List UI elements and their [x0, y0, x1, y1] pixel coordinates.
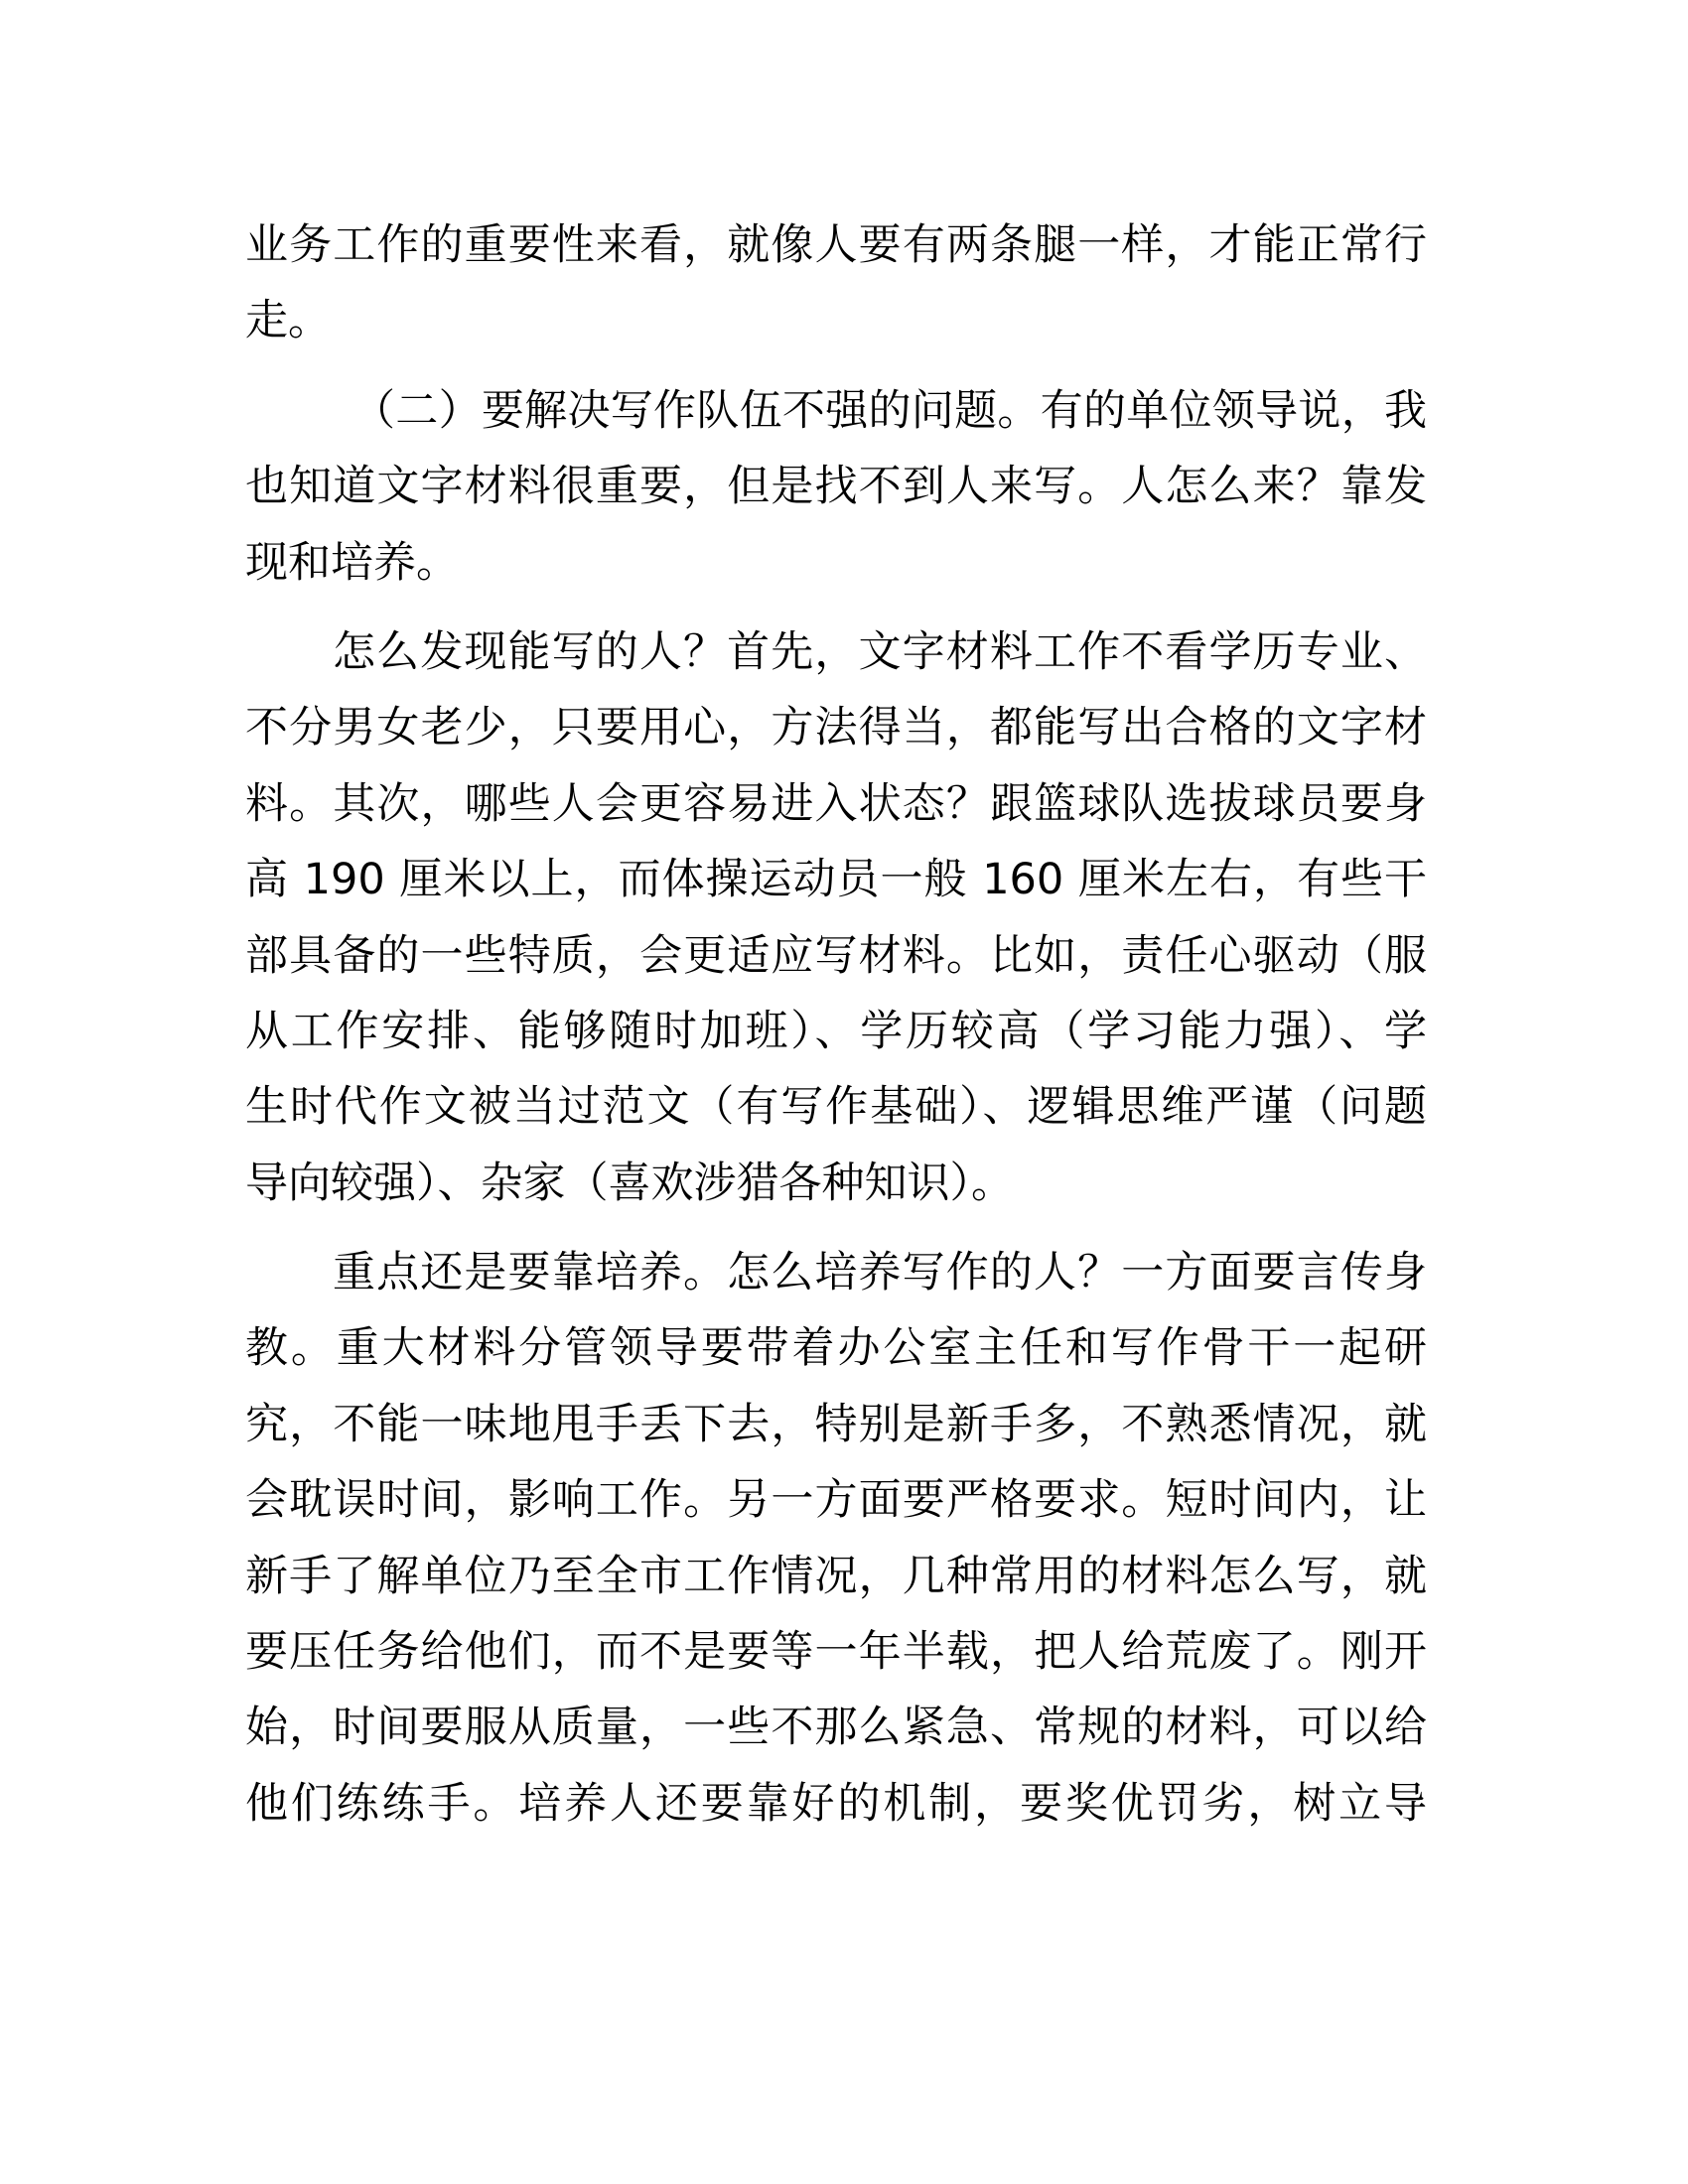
- text-line: 要压任务给他们，而不是要等一年半载，把人给荒废了。刚开: [245, 1627, 1427, 1678]
- text-line: 重点还是要靠培养。怎么培养写作的人？一方面要言传身: [333, 1248, 1427, 1298]
- text-line: 生时代作文被当过范文（有写作基础）、逻辑思维严谨（问题: [245, 1082, 1427, 1133]
- text-line: 不分男女老少，只要用心，方法得当，都能写出合格的文字材: [245, 703, 1427, 753]
- text-line: 高 190 厘米以上，而体操运动员一般 160 厘米左右，有些干: [245, 855, 1427, 905]
- text-line: 怎么发现能写的人？首先，文字材料工作不看学历专业、: [333, 626, 1427, 677]
- paragraph-1: [245, 207, 1427, 359]
- text-line: 始，时间要服从质量，一些不那么紧急、常规的材料，可以给: [245, 1703, 1427, 1753]
- text-line: 他们练练手。培养人还要靠好的机制，要奖优罚劣，树立导: [245, 1778, 1427, 1829]
- text-line: 导向较强）、杂家（喜欢涉猎各种知识）。: [245, 1158, 1014, 1208]
- text-line: 也知道文字材料很重要，但是找不到人来写。人怎么来？靠发: [245, 462, 1427, 512]
- text-line: 现和培养。: [245, 537, 459, 588]
- text-line: 究，不能一味地甩手丢下去，特别是新手多，不熟悉情况，就: [245, 1399, 1427, 1449]
- text-line: 业务工作的重要性来看，就像人要有两条腿一样，才能正常行: [245, 220, 1427, 270]
- paragraph-2: [245, 373, 1427, 601]
- text-line: 部具备的一些特质，会更适应写材料。比如，责任心驱动（服: [245, 930, 1427, 981]
- paragraph-4: [245, 1235, 1427, 1842]
- text-line: 教。重大材料分管领导要带着办公室主任和写作骨干一起研: [245, 1323, 1427, 1374]
- text-line: 会耽误时间，影响工作。另一方面要严格要求。短时间内，让: [245, 1475, 1427, 1526]
- text-line: 从工作安排、能够随时加班）、学历较高（学习能力强）、学: [245, 1006, 1427, 1056]
- paragraph-3: [245, 614, 1427, 1221]
- section-heading-line: （二）要解决写作队伍不强的问题。有的单位领导说，我: [352, 385, 1427, 436]
- text-line: 料。其次，哪些人会更容易进入状态？跟篮球队选拔球员要身: [245, 778, 1427, 829]
- text-line: 走。: [245, 296, 331, 346]
- document-page: [245, 207, 1427, 1855]
- text-line: 新手了解单位乃至全市工作情况，几种常用的材料怎么写，就: [245, 1551, 1427, 1601]
